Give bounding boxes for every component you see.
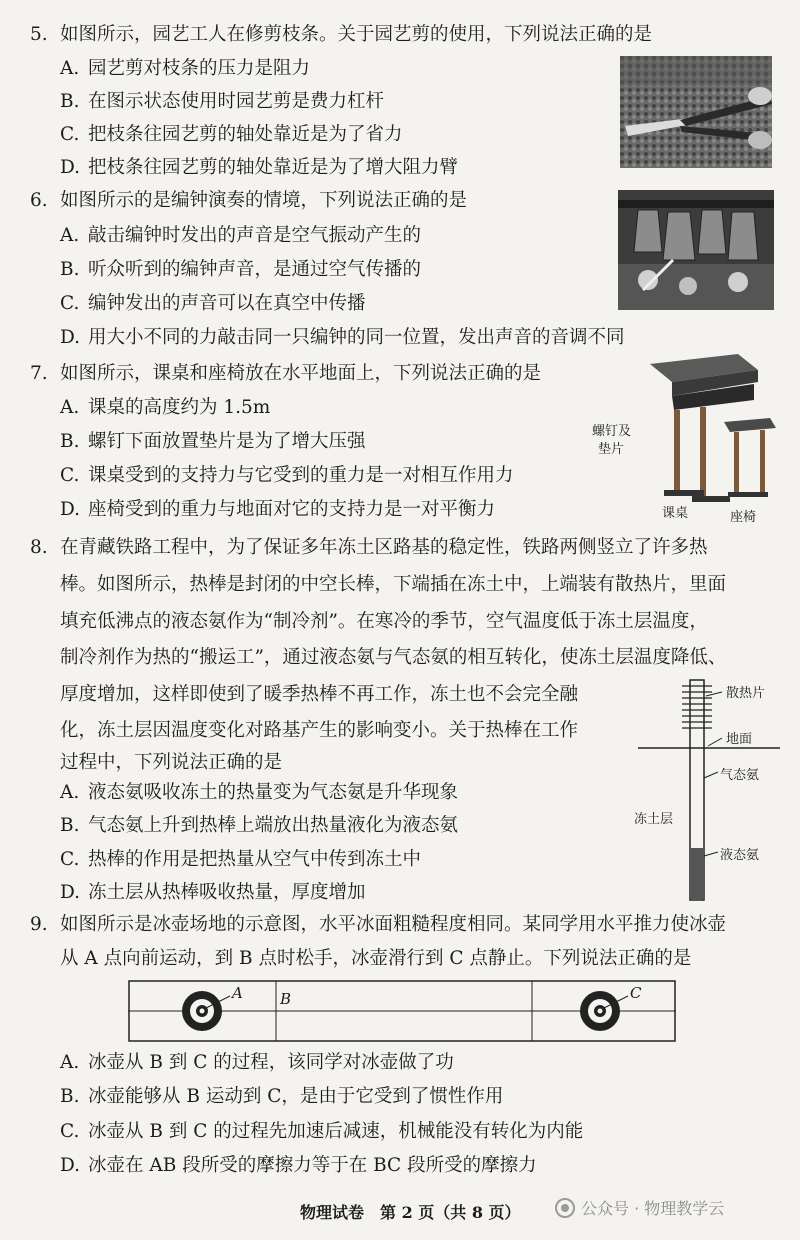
q9-option-b: B. 冰壶能够从 B 运动到 C，是由于它受到了惯性作用	[60, 1086, 504, 1107]
q6-number: 6.	[30, 190, 48, 211]
q7-option-c: C. 课桌受到的支持力与它受到的重力是一对相互作用力	[60, 465, 514, 486]
point-a-label: A	[232, 984, 243, 1002]
chair-label: 座椅	[730, 510, 757, 525]
q6-stem-text: 如图所示的是编钟演奏的情境，下列说法正确的是	[60, 190, 468, 211]
q8-stem	[30, 535, 708, 561]
q5-number: 5.	[30, 24, 48, 45]
ground-label: 地面	[726, 732, 753, 747]
q9-option-d: D. 冰壶在 AB 段所受的摩擦力等于在 BC 段所受的摩擦力	[60, 1155, 537, 1176]
q8-line-4: 制冷剂作为热的“搬运工”，通过液态氨与气态氨的相互转化，使冻土层温度降低、	[60, 647, 727, 668]
gas-ammonia-label: 气态氨	[720, 768, 760, 783]
frozen-soil-label: 冻土层	[634, 812, 674, 827]
q5-option-d: D. 把枝条往园艺剪的轴处靠近是为了增大阻力臂	[60, 157, 459, 178]
q9-number: 9.	[30, 914, 48, 935]
q5-option-b: B. 在图示状态使用时园艺剪是费力杠杆	[60, 91, 385, 112]
q9-option-c: C. 冰壶从 B 到 C 的过程先加速后减速，机械能没有转化为内能	[60, 1121, 584, 1142]
bianzhong-photo	[618, 190, 774, 310]
watermark-text: 公众号 · 物理教学云	[581, 1199, 725, 1218]
heat-pipe-figure	[630, 672, 790, 904]
desk-chair-figure	[588, 352, 784, 528]
q7-option-d: D. 座椅受到的重力与地面对它的支持力是一对平衡力	[60, 499, 496, 520]
q8-option-a: A. 液态氨吸收冻土的热量变为气态氨是升华现象	[60, 782, 459, 803]
q6-option-b: B. 听众听到的编钟声音，是通过空气传播的	[60, 259, 422, 280]
screw-label-2: 垫片	[598, 442, 625, 457]
q5-option-c: C. 把枝条往园艺剪的轴处靠近是为了省力	[60, 124, 403, 145]
pruning-shears-photo	[620, 56, 772, 168]
screw-label-1: 螺钉及	[592, 424, 632, 439]
q9-line-1: 如图所示是冰壶场地的示意图，水平冰面粗糙程度相同。某同学用水平推力使冰壶	[60, 914, 727, 935]
q7-number: 7.	[30, 363, 48, 384]
q8-line-1: 在青藏铁路工程中，为了保证多年冻土区路基的稳定性，铁路两侧竖立了许多热	[60, 537, 708, 558]
q6-stem	[30, 188, 467, 214]
q6-option-c: C. 编钟发出的声音可以在真空中传播	[60, 293, 366, 314]
q8-option-d: D. 冻土层从热棒吸收热量，厚度增加	[60, 882, 366, 903]
liquid-ammonia-label: 液态氨	[720, 848, 760, 863]
point-b-label: B	[280, 990, 292, 1008]
q9-line-2: 从 A 点向前运动，到 B 点时松手，冰壶滑行到 C 点静止。下列说法正确的是	[60, 948, 692, 969]
wechat-account-icon	[555, 1198, 575, 1218]
q9-stem	[30, 912, 726, 938]
q8-line-6: 化，冻土层因温度变化对路基产生的影响变小。关于热棒在工作	[60, 720, 579, 741]
fins-label: 散热片	[726, 686, 766, 701]
q9-option-a: A. 冰壶从 B 到 C 的过程，该同学对冰壶做了功	[60, 1052, 454, 1073]
q8-line-5: 厚度增加，这样即使到了暖季热棒不再工作，冻土也不会完全融	[60, 684, 579, 705]
q8-line-7: 过程中，下列说法正确的是	[60, 752, 283, 773]
q8-number: 8.	[30, 537, 48, 558]
point-c-label: C	[630, 984, 642, 1002]
q5-stem-text: 如图所示，园艺工人在修剪枝条。关于园艺剪的使用，下列说法正确的是	[60, 24, 653, 45]
q8-line-2: 棒。如图所示，热棒是封闭的中空长棒，下端插在冻土中，上端装有散热片，里面	[60, 574, 727, 595]
watermark	[555, 1196, 724, 1219]
q7-option-b: B. 螺钉下面放置垫片是为了增大压强	[60, 431, 366, 452]
page-footer: 物理试卷 第 2 页（共 8 页）	[300, 1203, 521, 1222]
q8-line-3: 填充低沸点的液态氨作为“制冷剂”。在寒冷的季节，空气温度低于冻土层温度，	[60, 611, 708, 632]
q7-stem	[30, 361, 541, 387]
q8-option-c: C. 热棒的作用是把热量从空气中传到冻土中	[60, 849, 422, 870]
q6-option-d: D. 用大小不同的力敲击同一只编钟的同一位置，发出声音的音调不同	[60, 327, 625, 348]
q8-option-b: B. 气态氨上升到热棒上端放出热量液化为液态氨	[60, 815, 459, 836]
curling-rink-figure	[128, 980, 676, 1042]
desk-label: 课桌	[662, 506, 689, 521]
q7-option-a: A. 课桌的高度约为 1.5m	[60, 397, 271, 418]
q5-option-a: A. 园艺剪对枝条的压力是阻力	[60, 58, 311, 79]
q7-stem-text: 如图所示，课桌和座椅放在水平地面上，下列说法正确的是	[60, 363, 542, 384]
q5-stem	[30, 22, 652, 48]
q6-option-a: A. 敲击编钟时发出的声音是空气振动产生的	[60, 225, 422, 246]
